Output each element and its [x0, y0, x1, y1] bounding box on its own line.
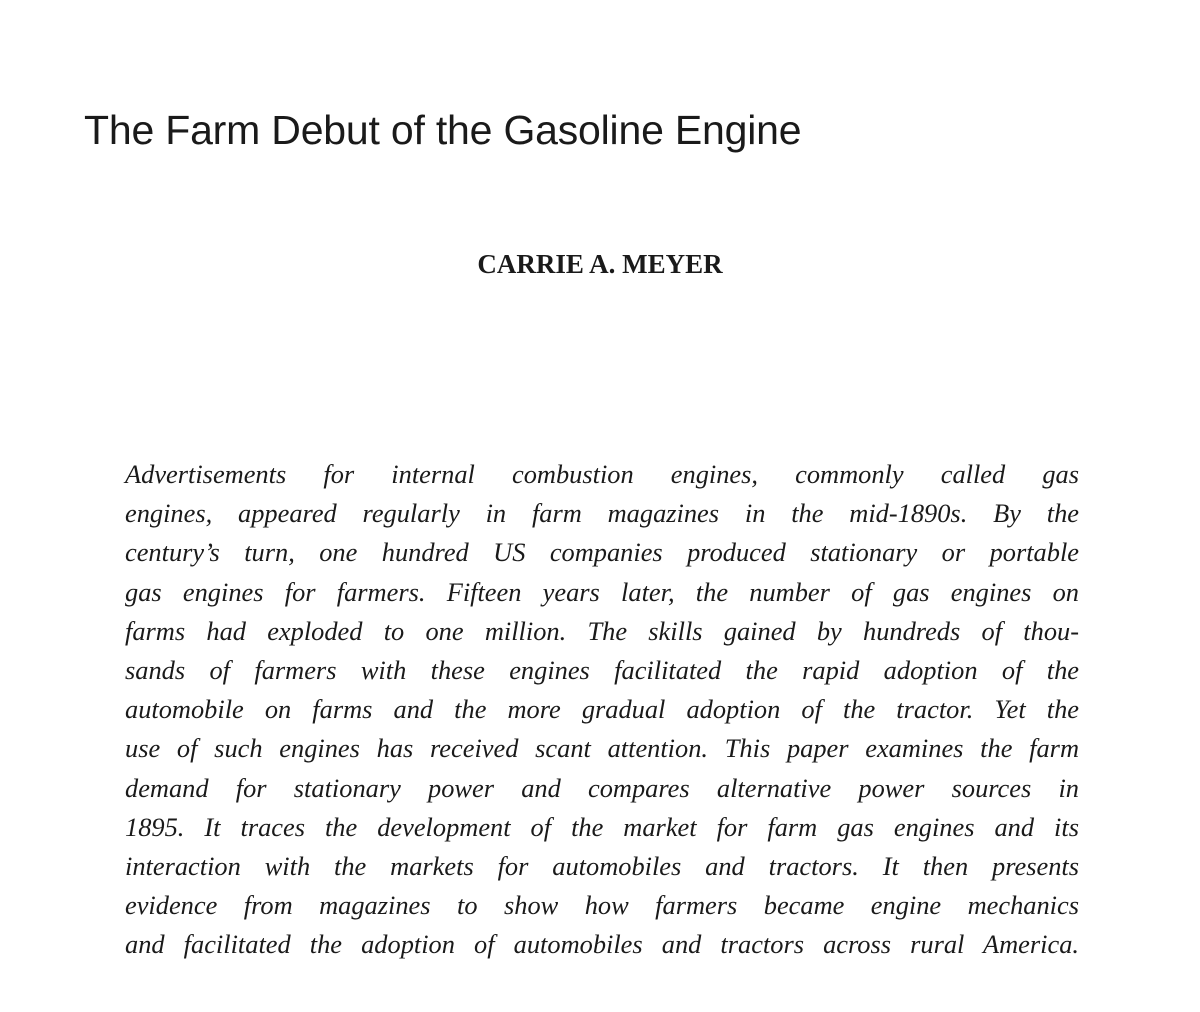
abstract-line: Advertisements for internal combustion engines, commonly called gas — [125, 459, 1079, 489]
paper-abstract — [125, 455, 1079, 964]
abstract-line: century’s turn, one hundred US companies produced stationary or portable — [125, 537, 1079, 568]
abstract-line: interaction with the markets for automobiles and tractors. It then presents — [125, 850, 1079, 881]
abstract-line: engines, appeared regularly in farm magazines in the mid-1890s. By the — [125, 498, 1079, 529]
paper-author: CARRIE A. MEYER — [477, 249, 723, 279]
abstract-line: farms had exploded to one million. The skills gained by hundreds of thou- — [125, 615, 1079, 646]
abstract-line: sands of farmers with these engines facilitated the rapid adoption of the — [125, 654, 1079, 685]
abstract-line: evidence from magazines to show how farmers became engine mechanics — [125, 890, 1079, 921]
paper-title: The Farm Debut of the Gasoline Engine — [84, 107, 802, 153]
abstract-line: automobile on farms and the more gradual adoption of the tractor. Yet the — [125, 694, 1079, 725]
abstract-line: 1895. It traces the development of the market for farm gas engines and its — [125, 811, 1079, 842]
abstract-line: use of such engines has received scant attention. This paper examines the farm — [125, 733, 1079, 764]
abstract-line: and facilitated the adoption of automobiles and tractors across rural America. — [125, 929, 1079, 960]
abstract-line: demand for stationary power and compares alternative power sources in — [125, 772, 1079, 803]
abstract-line: gas engines for farmers. Fifteen years later, the number of gas engines on — [125, 576, 1079, 607]
